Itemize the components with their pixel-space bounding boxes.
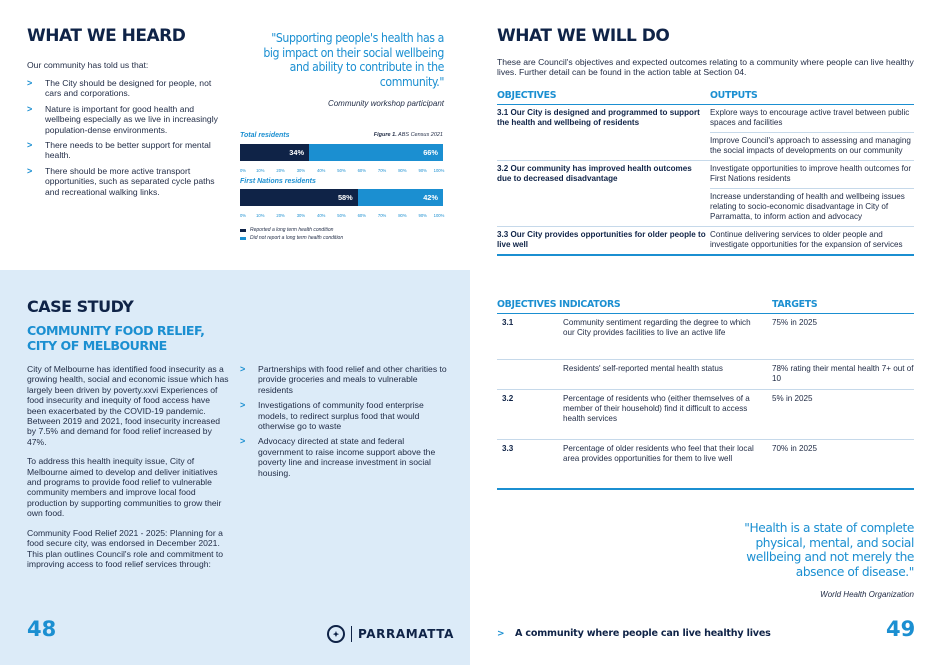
what-we-will-do-title: WHAT WE WILL DO bbox=[497, 26, 670, 46]
objective-cell: 3.3 Our City provides opportunities for older people to live well bbox=[497, 230, 706, 249]
objective-cell: 3.2 Our community has improved health outcomes due to decreased disadvantage bbox=[497, 164, 692, 183]
paragraph: Community Food Relief 2021 - 2025: Planning for a food secure city, was endorsed in December 2021. This plan outlines Council's role and commitment to improving access to food relief services through: bbox=[27, 527, 224, 569]
tick-label: 100% bbox=[433, 168, 445, 173]
paragraph: City of Melbourne has identified food insecurity as a growing health, social and economic issue which has largely been driven by poverty.xxvi Experiences of food insecurity and inequity of food access have been exacerbated by the COVID-19 pandemic. Between 2019 and 2021, food insecurity increased by 7.5% and demand for food relief increased by 47%. bbox=[27, 364, 229, 447]
tick-label: 0% bbox=[239, 213, 247, 218]
chart-category-label: First Nations residents bbox=[240, 178, 316, 185]
tick-label: 70% bbox=[377, 213, 387, 218]
arrow-bullet-icon: > bbox=[240, 400, 246, 411]
data-label: 66% bbox=[423, 148, 438, 157]
bar-segment bbox=[240, 189, 358, 206]
table-row bbox=[497, 314, 914, 360]
tick-label: 10% bbox=[256, 168, 265, 173]
objective-cell: 3.1 bbox=[502, 318, 514, 327]
what-we-heard-intro: Our community has told us that: bbox=[27, 60, 149, 70]
health-condition-chart bbox=[240, 130, 445, 245]
case-study-list bbox=[240, 364, 450, 483]
indicator-cell: Percentage of older residents who feel that their local area provides opportunities for them to live well bbox=[563, 444, 754, 463]
bar-segment bbox=[358, 189, 443, 206]
what-we-heard-list bbox=[27, 78, 227, 202]
legend-item: Reported a long term health condition bbox=[240, 227, 333, 233]
figure-source: ABS Census 2021 bbox=[398, 132, 443, 138]
x-axis-ticks bbox=[240, 168, 445, 176]
tick-label: 20% bbox=[276, 213, 285, 218]
target-cell: 70% in 2025 bbox=[772, 444, 818, 453]
logo-divider bbox=[351, 626, 352, 642]
column-header: OBJECTIVES bbox=[497, 299, 557, 310]
tick-label: 30% bbox=[296, 168, 306, 173]
figure-label: Figure 1. bbox=[373, 132, 397, 138]
parramatta-logo bbox=[327, 625, 454, 643]
tick-label: 80% bbox=[398, 213, 407, 218]
objective-cell: 3.3 bbox=[502, 444, 514, 453]
list-item: > There should be more active transport opportunities, such as separated cycle paths and recreational walking links. bbox=[27, 165, 215, 197]
table-row bbox=[497, 227, 914, 256]
arrow-bullet-icon: > bbox=[497, 628, 505, 639]
column-header: TARGETS bbox=[772, 299, 818, 310]
arrow-bullet-icon: > bbox=[27, 103, 33, 114]
indicator-cell: Community sentiment regarding the degree to which our City provides facilities to live an active life bbox=[563, 318, 751, 337]
page-number: 48 bbox=[27, 617, 57, 641]
tick-label: 60% bbox=[357, 213, 366, 218]
case-study-subtitle: COMMUNITY FOOD RELIEF, CITY OF MELBOURNE bbox=[27, 323, 205, 353]
arrow-bullet-icon: > bbox=[240, 436, 246, 447]
column-header: INDICATORS bbox=[559, 299, 621, 310]
objective-cell: 3.2 bbox=[502, 394, 514, 403]
what-we-heard-title: WHAT WE HEARD bbox=[27, 26, 186, 46]
table-row bbox=[497, 390, 914, 440]
column-header: OUTPUTS bbox=[710, 90, 758, 101]
tick-label: 50% bbox=[337, 213, 346, 218]
tick-label: 90% bbox=[418, 213, 427, 218]
table-header bbox=[497, 299, 914, 314]
objectives-outputs-table bbox=[497, 90, 914, 256]
objective-cell bbox=[497, 360, 559, 389]
tick-label: 10% bbox=[256, 213, 265, 218]
chart-category-label: Total residents bbox=[240, 132, 290, 139]
arrow-bullet-icon: > bbox=[240, 364, 246, 374]
column-header: OBJECTIVES bbox=[497, 90, 557, 101]
arrow-bullet-icon: > bbox=[27, 140, 33, 151]
arrow-bullet-icon: > bbox=[27, 78, 33, 88]
indicators-targets-table bbox=[497, 299, 914, 490]
bar-segment bbox=[309, 144, 443, 161]
list-item: > Advocacy directed at state and federal government to raise income support above the poverty line and increase investment in social housing. bbox=[240, 436, 436, 478]
tick-label: 50% bbox=[337, 168, 346, 173]
pull-quote: "Supporting people's health has a big impact on their social wellbeing and ability to contribute in the community." bbox=[263, 31, 444, 89]
tick-label: 80% bbox=[398, 168, 407, 173]
table-header bbox=[497, 90, 914, 105]
parramatta-logo-icon: ✦ bbox=[327, 625, 345, 643]
output-cell: Improve Council's approach to assessing and managing the social impacts of developments on our community bbox=[710, 136, 911, 155]
table-row bbox=[497, 440, 914, 490]
tick-label: 40% bbox=[316, 213, 326, 218]
output-cell: Explore ways to encourage active travel between public spaces and facilities bbox=[710, 105, 914, 133]
section-footer: > A community where people can live healthy lives bbox=[497, 628, 771, 639]
list-item: > Investigations of community food enterprise models, to redirect surplus food that would otherwise go to waste bbox=[240, 400, 424, 432]
bar-row-total bbox=[240, 144, 443, 161]
x-axis-ticks bbox=[240, 213, 445, 221]
table-row bbox=[497, 161, 914, 227]
target-cell: 75% in 2025 bbox=[772, 318, 818, 327]
output-cell: Increase understanding of health and wellbeing issues relating to socio-economic disadvantage in City of Parramatta, to inform action and advocacy bbox=[710, 192, 905, 221]
tick-label: 0% bbox=[239, 168, 247, 173]
tick-label: 90% bbox=[418, 168, 427, 173]
output-cell: Continue delivering services to older people and investigate opportunities for the expansion of services bbox=[710, 230, 903, 249]
legend-swatch bbox=[240, 229, 246, 232]
list-item: > There needs to be better support for mental health. bbox=[27, 140, 211, 161]
legend-swatch bbox=[240, 237, 246, 240]
list-item: > The City should be designed for people, not cars and corporations. bbox=[27, 78, 212, 99]
logo-wordmark: PARRAMATTA bbox=[358, 627, 455, 641]
arrow-bullet-icon: > bbox=[27, 165, 33, 176]
tick-label: 60% bbox=[357, 168, 366, 173]
pull-quote-attribution: World Health Organization bbox=[820, 590, 914, 599]
what-we-will-do-intro: These are Council's objectives and expected outcomes relating to a community where people can live healthy lives. Further detail can be found in the action table at Section 04. bbox=[497, 57, 914, 78]
indicator-cell: Percentage of residents who (either themselves of a member of their household) find it difficult to access health services bbox=[563, 394, 750, 423]
tick-label: 100% bbox=[433, 213, 445, 218]
chart-figure-caption bbox=[374, 132, 443, 138]
indicator-cell: Residents' self-reported mental health status bbox=[563, 364, 723, 373]
bar-row-first-nations bbox=[240, 189, 443, 206]
tick-label: 70% bbox=[377, 168, 387, 173]
target-cell: 5% in 2025 bbox=[772, 394, 813, 403]
list-item: > Partnerships with food relief and other charities to provide groceries and meals to vulnerable residents bbox=[240, 364, 447, 395]
objective-cell: 3.1 Our City is designed and programmed to support the health and wellbeing of residents bbox=[497, 108, 700, 127]
tick-label: 20% bbox=[276, 168, 285, 173]
data-label: 34% bbox=[289, 148, 305, 157]
tick-label: 40% bbox=[316, 168, 326, 173]
table-row bbox=[497, 105, 914, 161]
paragraph: To address this health inequity issue, City of Melbourne aimed to develop and deliver initiatives and programs to provide food relief to vulnerable community members and improve local food production by supporting communities to grow their own food. bbox=[27, 456, 222, 519]
data-label: 42% bbox=[423, 193, 438, 202]
pull-quote-attribution: Community workshop participant bbox=[327, 99, 444, 108]
pull-quote: "Health is a state of complete physical, mental, and social wellbeing and not merely the absence of disease." bbox=[744, 521, 914, 579]
case-study-title: CASE STUDY bbox=[27, 297, 134, 316]
case-study-body bbox=[27, 364, 229, 578]
data-label: 58% bbox=[337, 193, 353, 202]
target-cell: 78% rating their mental health 7+ out of 10 bbox=[772, 364, 914, 383]
output-cell: Investigate opportunities to improve health outcomes for First Nations residents bbox=[710, 161, 914, 189]
list-item: > Nature is important for good health and wellbeing especially as we live in increasingly population-dense environments. bbox=[27, 103, 218, 135]
page-number: 49 bbox=[886, 617, 916, 641]
legend-item: Did not report a long term health condition bbox=[240, 235, 343, 241]
table-row bbox=[497, 360, 914, 390]
bar-segment bbox=[240, 144, 309, 161]
tick-label: 30% bbox=[296, 213, 306, 218]
